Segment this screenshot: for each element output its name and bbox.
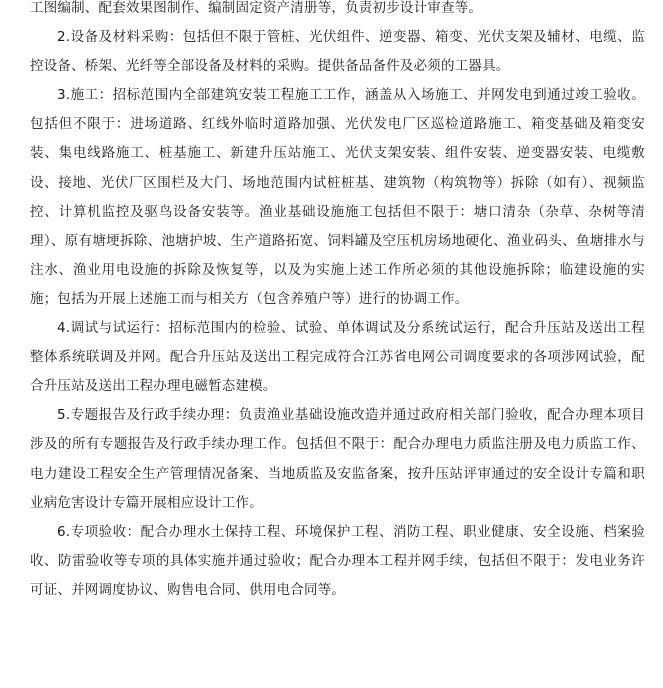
paragraph-design-continued: 工图编制、配套效果图制作、编制固定资产清册等，负责初步设计审查等。 xyxy=(30,0,483,16)
paragraph-special-reports: 5.专题报告及行政手续办理：负责渔业基础设施改造并通过政府相关部门验收，配合办理本项目涉及的所有专题报告及行政手续办理工作。包括但不限于：配合办理电力质监注册及电力质监工作、电力建设工程安全生产管理情况备案、当地质监及安监备案，按升压站评审通过的安全设计专篇和职业病危害设计专篇开展相应设计工作。 xyxy=(30,407,645,511)
paragraph-procurement: 2.设备及材料采购：包括但不限于管桩、光伏组件、逆变器、箱变、光伏支架及辅材、电缆、监控设备、桥架、光纤等全部设备及材料的采购。提供备品备件及必须的工器具。 xyxy=(30,29,645,75)
paragraph-construction: 3.施工：招标范围内全部建筑安装工程施工工作，涵盖从入场施工、并网发电到通过竣工验收。包括但不限于：进场道路、红线外临时道路加强、光伏发电厂区巡检道路施工、箱变基础及箱变安装、集电线路施工、桩基施工、新建升压站施工、光伏支架安装、组件安装、逆变器安装、电缆敷设、接地、光伏厂区围栏及大门、场地范围内试桩桩基、建筑物（构筑物等）拆除（如有）、视频监控、计算机监控及驱鸟设备安装等。渔业基础设施施工包括但不限于：塘口清杂（杂草、杂树等清理）、原有塘埂拆除、池塘护坡、生产道路拓宽、饲料罐及空压机房场地硬化、渔业码头、鱼塘排水与注水、渔业用电设施的拆除及恢复等，以及为实施上述工作所必须的其他设施拆除；临建设施的实施；包括为开展上述施工而与相关方（包含养殖户等）进行的协调工作。 xyxy=(30,87,645,307)
paragraph-commissioning: 4.调试与试运行：招标范围内的检验、试验、单体调试及分系统试运行，配合升压站及送出工程整体系统联调及并网。配合升压站及送出工程完成符合江苏省电网公司调度要求的各项涉网试验，配合升压站及送出工程办理电磁暂态建模。 xyxy=(30,320,645,395)
paragraph-special-acceptance: 6.专项验收：配合办理水土保持工程、环境保护工程、消防工程、职业健康、安全设施、档案验收、防雷验收等专项的具体实施并通过验收；配合办理本工程并网手续，包括但不限于：发电业务许可证、并网调度协议、购售电合同、供用电合同等。 xyxy=(30,523,645,598)
